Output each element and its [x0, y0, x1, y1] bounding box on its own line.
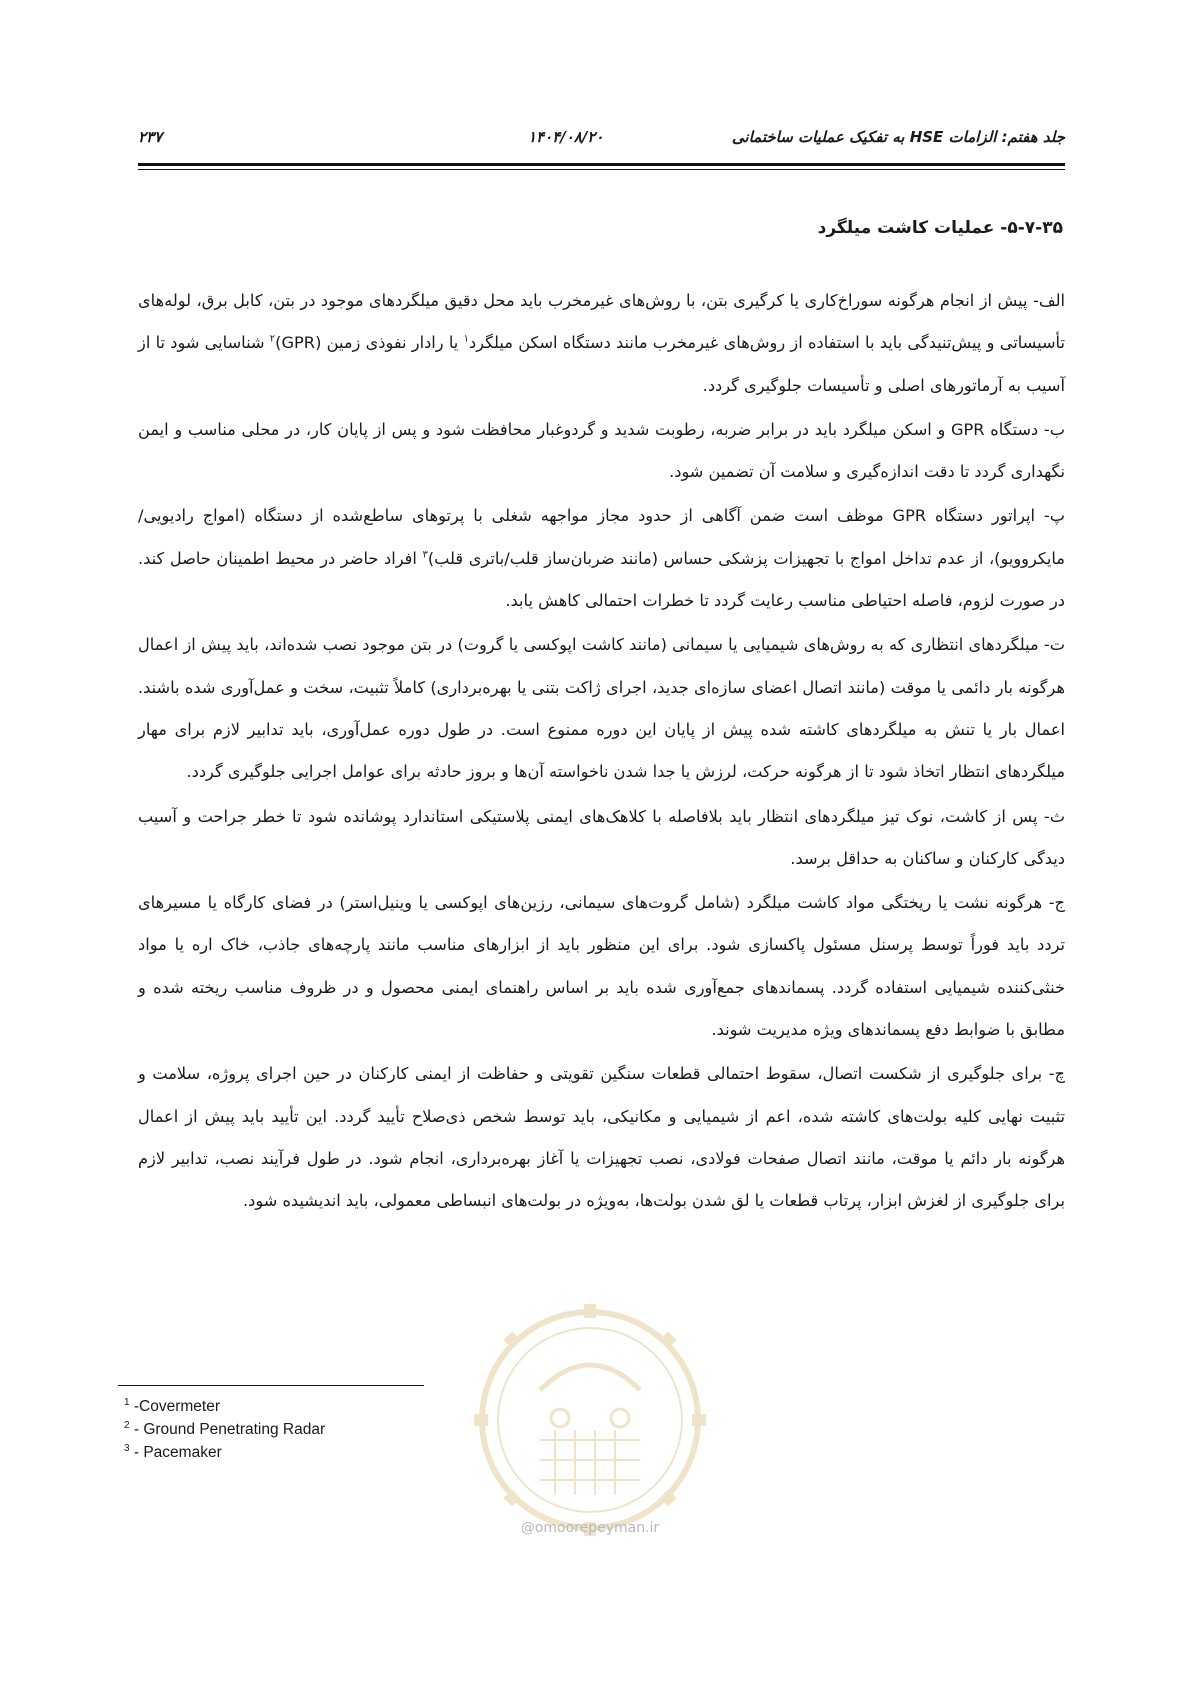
paragraph-jim: ج- هرگونه نشت یا ریختگی مواد کاشت میلگرد (شامل گروت‌های سیمانی، رزین‌های اپوکسی یا وینیل‌استر) در فضای کارگاه یا مسیرهای تردد باید فوراً توسط پرسنل مسئول پاکسازی شود. برای این منظور باید از ابزارهای مناسب مانند پارچه‌های جاذب، خاک اره یا مواد خنثی‌کننده شیمیایی استفاده گردد. پسماندهای جمع‌آوری شده باید بر اساس راهنمای ایمنی محصول و در ظروف مناسب ریخته شده و مطابق با ضوابط دفع پسماندهای ویژه مدیریت شوند. [138, 893, 1065, 1040]
header-rule-thin [138, 169, 1065, 170]
paragraph-te: ت- میلگردهای انتظاری که به روش‌های شیمیایی یا سیمانی (مانند کاشت اپوکسی یا گروت) در بتن موجود نصب شده‌اند، باید پیش از اعمال هرگونه بار دائمی یا موقت (مانند اتصال اعضای سازه‌ای جدید، اجرای ژاکت بتنی یا بهره‌برداری) کاملاً تثبیت، سخت و عمل‌آوری شده باشند. اعمال بار یا تنش به میلگردهای کاشته شده پیش از پایان این دوره ممنوع است. در طول دوره عمل‌آوری، باید تدابیر لازم برای مهار میلگردهای انتظار اتخاذ شود تا از هرگونه حرکت، لرزش یا جدا شدن ناخواسته آن‌ها و بروز حادثه برای عوامل اجرایی جلوگیری گردد. [138, 635, 1065, 782]
paragraph-be: ب- دستگاه GPR و اسکن میلگرد باید در برابر ضربه، رطوبت شدید و گردوغبار محافظت شود و پس از پایان کار، در محلی مناسب و ایمن نگهداری گردد تا دقت اندازه‌گیری و سلامت آن تضمین شود. [138, 419, 1065, 482]
section-title: ۵-۷-۳۵- عملیات کاشت میلگرد [817, 218, 1063, 238]
footnote-ref-2: ۲ [269, 333, 276, 345]
watermark-logo [470, 1300, 710, 1540]
paragraph-che: چ- برای جلوگیری از شکست اتصال، سقوط احتمالی قطعات سنگین تقویتی و حفاظت از ایمنی کارکنان در حین اجرای پروژه، سلامت و تثبیت نهایی کلیه بولت‌های کاشته شده، اعم از شیمیایی و مکانیکی، باید توسط شخص ذی‌صلاح تأیید گردد. این تأیید باید پیش از اعمال هرگونه بار دائم یا موقت، مانند اتصال صفحات فولادی، نصب تجهیزات یا آغاز بهره‌برداری، انجام شود. در طول فرآیند نصب، تدابیر لازم برای جلوگیری از لغزش ابزار، پرتاب قطعات یا لق شدن بولت‌ها، به‌ویژه در بولت‌های انبساطی معمولی، باید اندیشیده شود. [138, 1064, 1065, 1211]
footnote-3: $^3$ - Pacemaker [124, 1442, 222, 1461]
footnote-separator [118, 1385, 424, 1386]
paragraph-se: ث- پس از کاشت، نوک تیز میلگردهای انتظار باید بلافاصله با کلاهک‌های ایمنی پلاستیکی استاندارد پوشانده شود تا خطر جراحت و آسیب دیدگی کارکنان و ساکنان به حداقل برسد. [138, 806, 1065, 868]
page-header [138, 128, 1065, 158]
paragraph-alef: الف- پیش از انجام هرگونه سوراخ‌کاری یا کرگیری بتن، با روش‌های غیرمخرب باید محل دقیق میلگردهای موجود در بتن، کابل برق، لوله‌های تأسیساتی و پیش‌تنیدگی باید با استفاده از روش‌های غیرمخرب مانند دستگاه اسکن میلگرد$^۱$ یا رادار نفوذی زمین (GPR)$^۲$ شناسایی شود تا از آسیب به آرماتورهای اصلی و تأسیسات جلوگیری گردد. [138, 291, 1065, 395]
footnote-1: $^1$ -Covermeter [124, 1396, 220, 1415]
watermark-text: @omoorepeyman.ir [520, 1520, 660, 1536]
footnotes [124, 1395, 325, 1464]
footnote-ref-3: ۳ [422, 549, 428, 561]
body-text [138, 280, 1065, 1223]
footnote-2: $^2$ - Ground Penetrating Radar [124, 1419, 326, 1438]
page-number: ۲۳۷ [138, 128, 163, 146]
paragraph-pe: پ- اپراتور دستگاه GPR موظف است ضمن آگاهی از حدود مجاز مواجهه شغلی با پرتوهای ساطع‌شده از دستگاه (امواج رادیویی/مایکروویو)، از عدم تداخل امواج با تجهیزات پزشکی حساس (مانند ضربان‌ساز قلب/باتری قلب)$^۳$ افراد حاضر در محیط اطمینان حاصل کند. در صورت لزوم، فاصله احتیاطی مناسب رعایت گردد تا خطرات احتمالی کاهش یابد. [138, 506, 1065, 611]
header-date: ۱۴۰۴/۰۸/۲۰ [528, 128, 604, 146]
header-title: جلد هفتم: الزامات HSE به تفکیک عملیات ساختمانی [731, 128, 1065, 146]
header-rule-thick [138, 163, 1065, 166]
footnote-ref-1: ۱ [463, 333, 469, 345]
